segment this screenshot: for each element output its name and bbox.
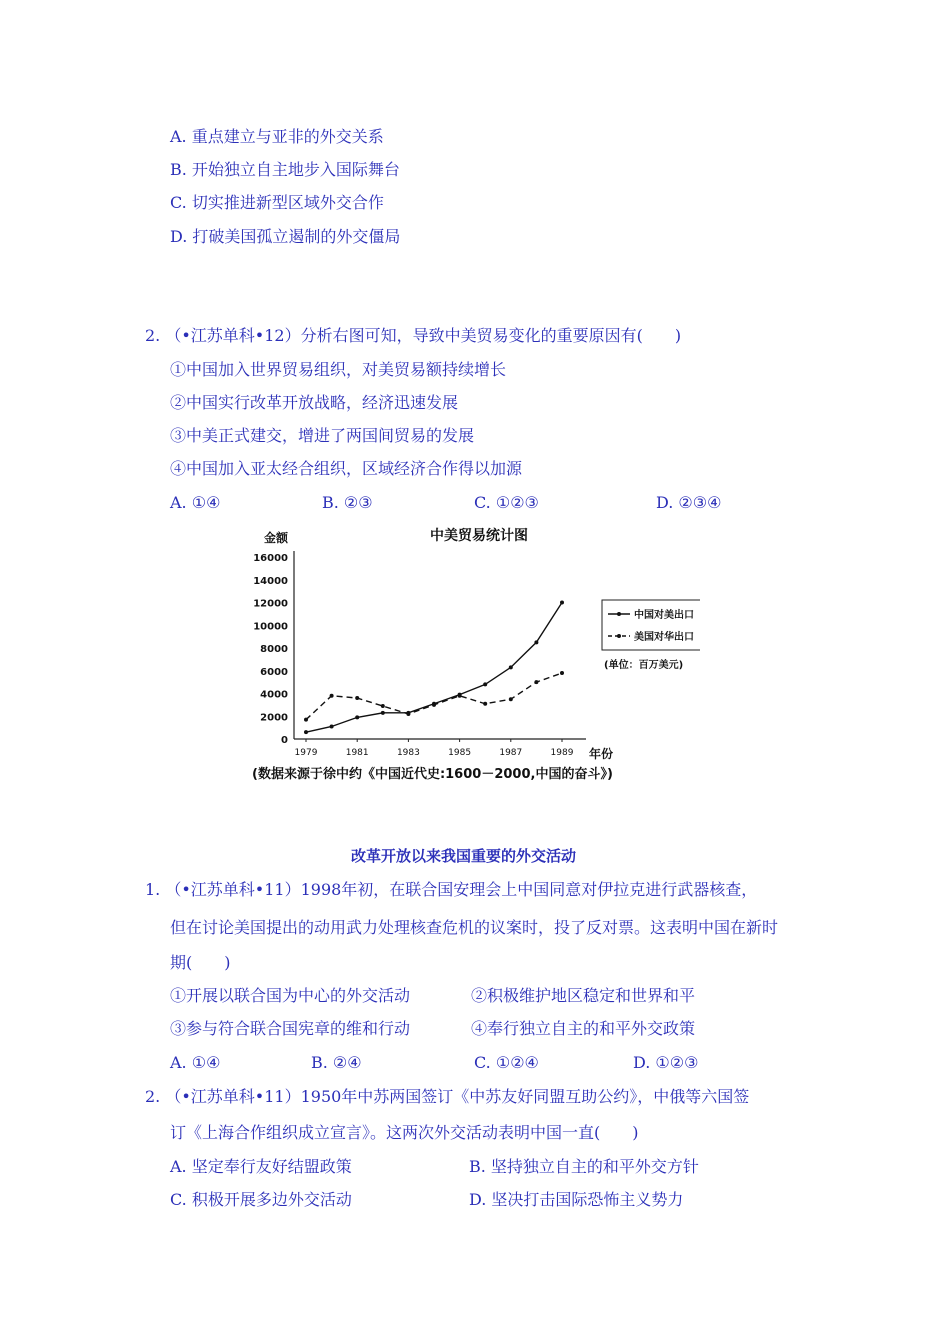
legend-label: 中国对美出口 [634,610,694,621]
data-point [304,718,308,722]
x-tick-label: 1989 [550,748,574,758]
data-point [509,697,513,701]
q1-statement-2: ②积极维护地区稳定和世界和平 [471,986,696,1005]
q1-stem-line3: 期( ) [170,953,231,972]
data-point [432,703,436,707]
data-point [534,680,538,684]
q1-statement-1: ①开展以联合国为中心的外交活动 [170,986,411,1005]
x-axis-label: 年份 [589,747,614,761]
chart-title: 中美贸易统计图 [430,528,528,544]
q1-choice-c: C. ①②④ [474,1053,539,1072]
y-tick-label: 2000 [260,712,288,724]
data-point [509,665,513,669]
y-axis-label: 金额 [264,531,289,545]
q2b-choice-a: A. 坚定奉行友好结盟政策 [170,1157,352,1176]
trade-chart-svg [244,520,700,786]
choice-a: A. ①④ [170,493,221,512]
data-point [483,682,487,686]
q1-choice-d: D. ①②③ [633,1053,699,1072]
unit-note: (单位：百万美元) [604,660,684,671]
data-point [483,702,487,706]
statement-4: ④中国加入亚太经合组织，区域经济合作得以加源 [170,459,523,478]
choice-d: D. ②③④ [656,493,722,512]
statement-3: ③中美正式建交，增进了两国间贸易的发展 [170,426,475,445]
data-point [330,724,334,728]
data-point [534,640,538,644]
q2b-stem-line1: 2. （•江苏单科•11）1950年中苏两国签订《中苏友好同盟互助公约》，中俄等六国签 [145,1087,750,1106]
chart-background [244,520,700,786]
statement-2: ②中国实行改革开放战略，经济迅速发展 [170,393,459,412]
y-tick-label: 14000 [253,575,288,587]
data-point [458,694,462,698]
option-b: B. 开始独立自主地步入国际舞台 [170,160,400,179]
question-stem: 2. （•江苏单科•12）分析右图可知，导致中美贸易变化的重要原因有( ) [145,326,682,345]
q1-statement-4: ④奉行独立自主的和平外交政策 [471,1019,696,1038]
y-tick-label: 12000 [253,598,288,610]
data-point [355,715,359,719]
q1-stem-line1: 1. （•江苏单科•11）1998年初，在联合国安理会上中国同意对伊拉克进行武器核查， [145,880,758,899]
y-tick-label: 16000 [253,553,288,564]
x-tick-label: 1979 [294,748,318,758]
data-point [560,671,564,675]
section-title: 改革开放以来我国重要的外交活动 [351,847,577,865]
data-point [560,601,564,605]
y-tick-label: 10000 [253,621,288,633]
q2b-stem-line2: 订《上海合作组织成立宣言》。这两次外交活动表明中国一直( ) [170,1123,639,1142]
x-tick-label: 1987 [499,748,523,758]
y-tick-label: 4000 [260,689,288,701]
choice-b: B. ②③ [322,493,373,512]
q1-statement-3: ③参与符合联合国宪章的维和行动 [170,1019,411,1038]
q1-choice-a: A. ①④ [170,1053,221,1072]
q1-choice-b: B. ②④ [311,1053,362,1072]
choice-c: C. ①②③ [474,493,539,512]
data-point [381,704,385,708]
trade-chart [244,520,700,786]
data-point [406,712,410,716]
y-tick-label: 0 [281,735,288,746]
q2b-choice-b: B. 坚持独立自主的和平外交方针 [469,1157,699,1176]
data-point [355,696,359,700]
option-a: A. 重点建立与亚非的外交关系 [170,127,384,146]
option-d: D. 打破美国孤立遏制的外交僵局 [170,227,401,246]
data-point [381,711,385,715]
q2b-choice-c: C. 积极开展多边外交活动 [170,1190,352,1209]
x-tick-label: 1983 [396,748,420,758]
data-point [330,694,334,698]
x-tick-label: 1985 [448,748,472,758]
option-c: C. 切实推进新型区域外交合作 [170,193,384,212]
y-tick-label: 8000 [260,644,288,655]
legend-marker [617,612,621,616]
statement-1: ①中国加入世界贸易组织，对美贸易额持续增长 [170,360,507,379]
q1-stem-line2: 但在讨论美国提出的动用武力处理核查危机的议案时，投了反对票。这表明中国在新时 [170,918,779,937]
q2b-choice-d: D. 坚决打击国际恐怖主义势力 [469,1190,684,1209]
x-tick-label: 1981 [345,748,369,758]
legend-marker [617,634,621,638]
y-tick-label: 6000 [260,666,288,678]
data-point [304,730,308,734]
chart-source: (数据来源于徐中约《中国近代史:1600－2000,中国的奋斗》) [252,767,613,782]
legend-label: 美国对华出口 [634,632,694,643]
